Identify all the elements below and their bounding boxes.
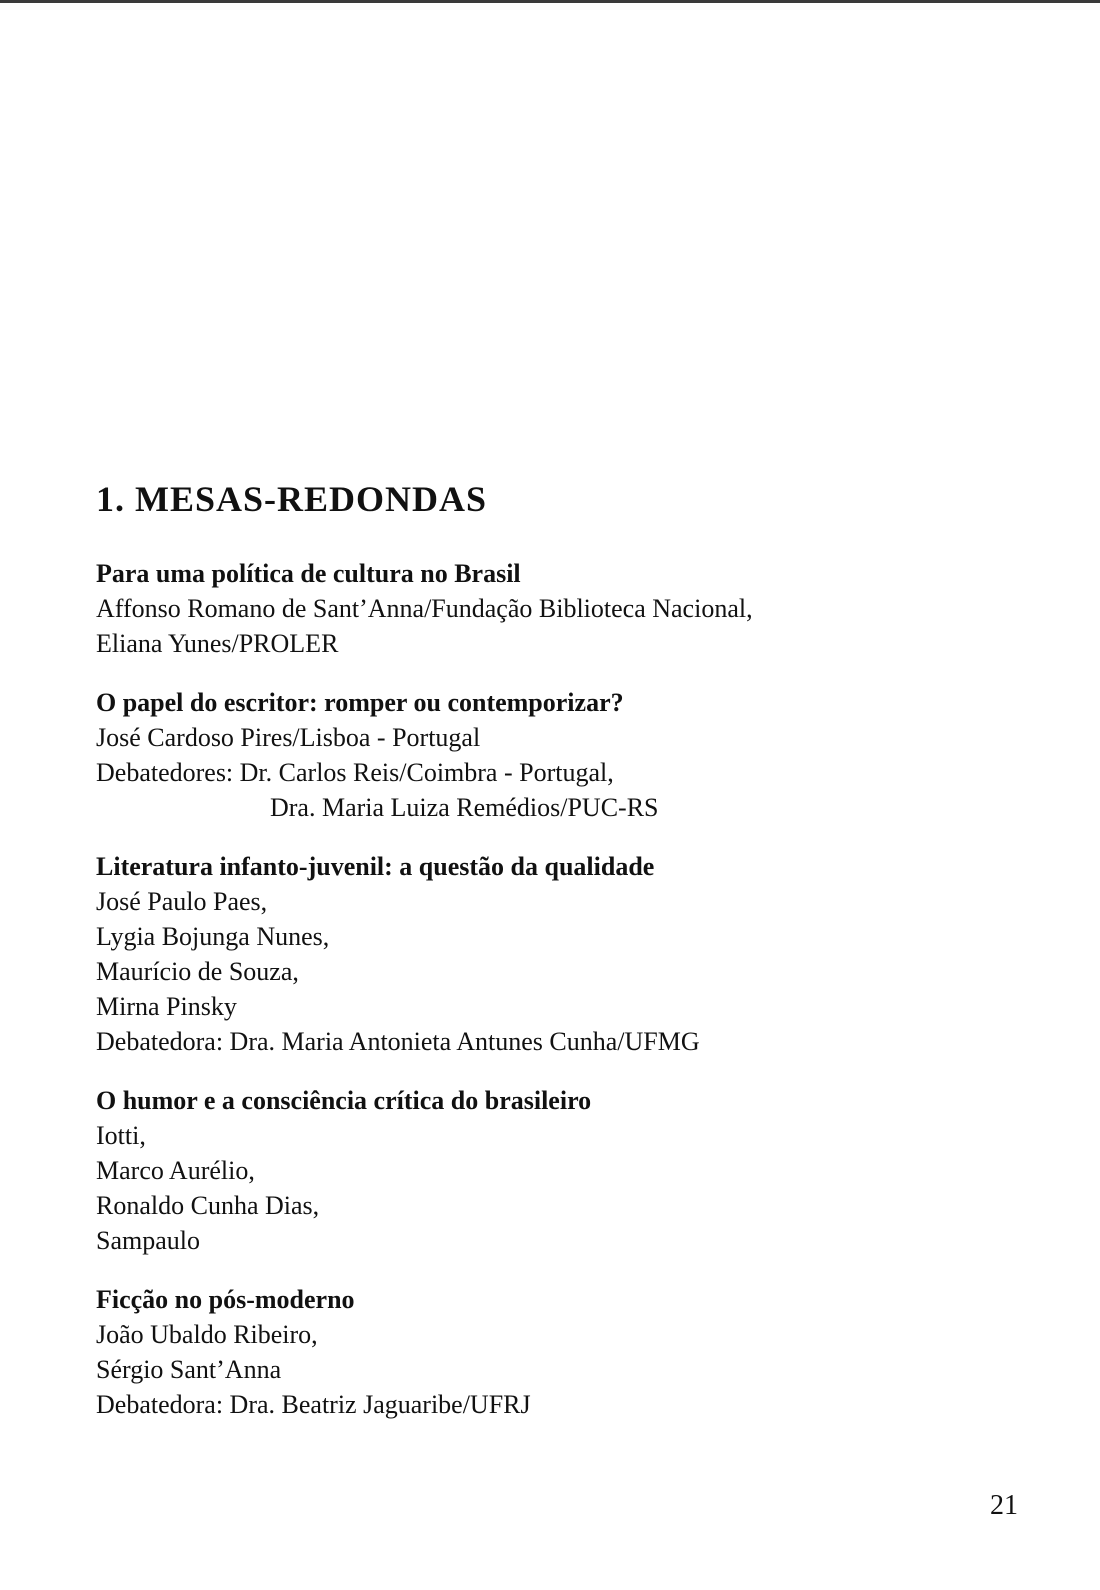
roundtable-entry: [96, 849, 996, 1059]
participant-line: José Paulo Paes,: [96, 887, 268, 916]
participant-line: Maurício de Souza,: [96, 957, 299, 986]
roundtable-title: Ficção no pós-moderno: [96, 1285, 355, 1314]
roundtable-title: Literatura infanto-juvenil: a questão da qualidade: [96, 852, 655, 881]
debater-line: Debatedora: Dra. Beatriz Jaguaribe/UFRJ: [96, 1390, 531, 1419]
roundtable-list: [96, 556, 996, 1422]
participant-line: Iotti,: [96, 1121, 146, 1150]
participant-line: Ronaldo Cunha Dias,: [96, 1191, 320, 1220]
participant-line: Sampaulo: [96, 1226, 200, 1255]
roundtable-entry: [96, 556, 996, 661]
participant-line: José Cardoso Pires/Lisboa - Portugal: [96, 723, 481, 752]
roundtable-title: O humor e a consciência crítica do brasileiro: [96, 1086, 592, 1115]
participant-line: Lygia Bojunga Nunes,: [96, 922, 330, 951]
roundtable-entry: [96, 685, 996, 825]
participant-line: João Ubaldo Ribeiro,: [96, 1320, 318, 1349]
roundtable-title: O papel do escritor: romper ou contemporizar?: [96, 688, 624, 717]
top-border-rule: [0, 0, 1100, 3]
participant-line: Eliana Yunes/PROLER: [96, 629, 339, 658]
page-number: 21: [990, 1490, 1018, 1521]
debaters-line-continued: Dra. Maria Luiza Remédios/PUC-RS: [270, 793, 659, 822]
participant-line: Marco Aurélio,: [96, 1156, 255, 1185]
debaters-line: Debatedores: Dr. Carlos Reis/Coimbra - Portugal,: [96, 758, 614, 787]
participant-line: Sérgio Sant’Anna: [96, 1355, 282, 1384]
roundtable-entry: [96, 1282, 996, 1422]
roundtable-entry: [96, 1083, 996, 1258]
participant-line: Affonso Romano de Sant’Anna/Fundação Biblioteca Nacional,: [96, 594, 753, 623]
participant-line: Mirna Pinsky: [96, 992, 237, 1021]
section-heading: 1. MESAS-REDONDAS: [96, 479, 488, 519]
debater-line: Debatedora: Dra. Maria Antonieta Antunes Cunha/UFMG: [96, 1027, 700, 1056]
roundtable-title: Para uma política de cultura no Brasil: [96, 559, 521, 588]
